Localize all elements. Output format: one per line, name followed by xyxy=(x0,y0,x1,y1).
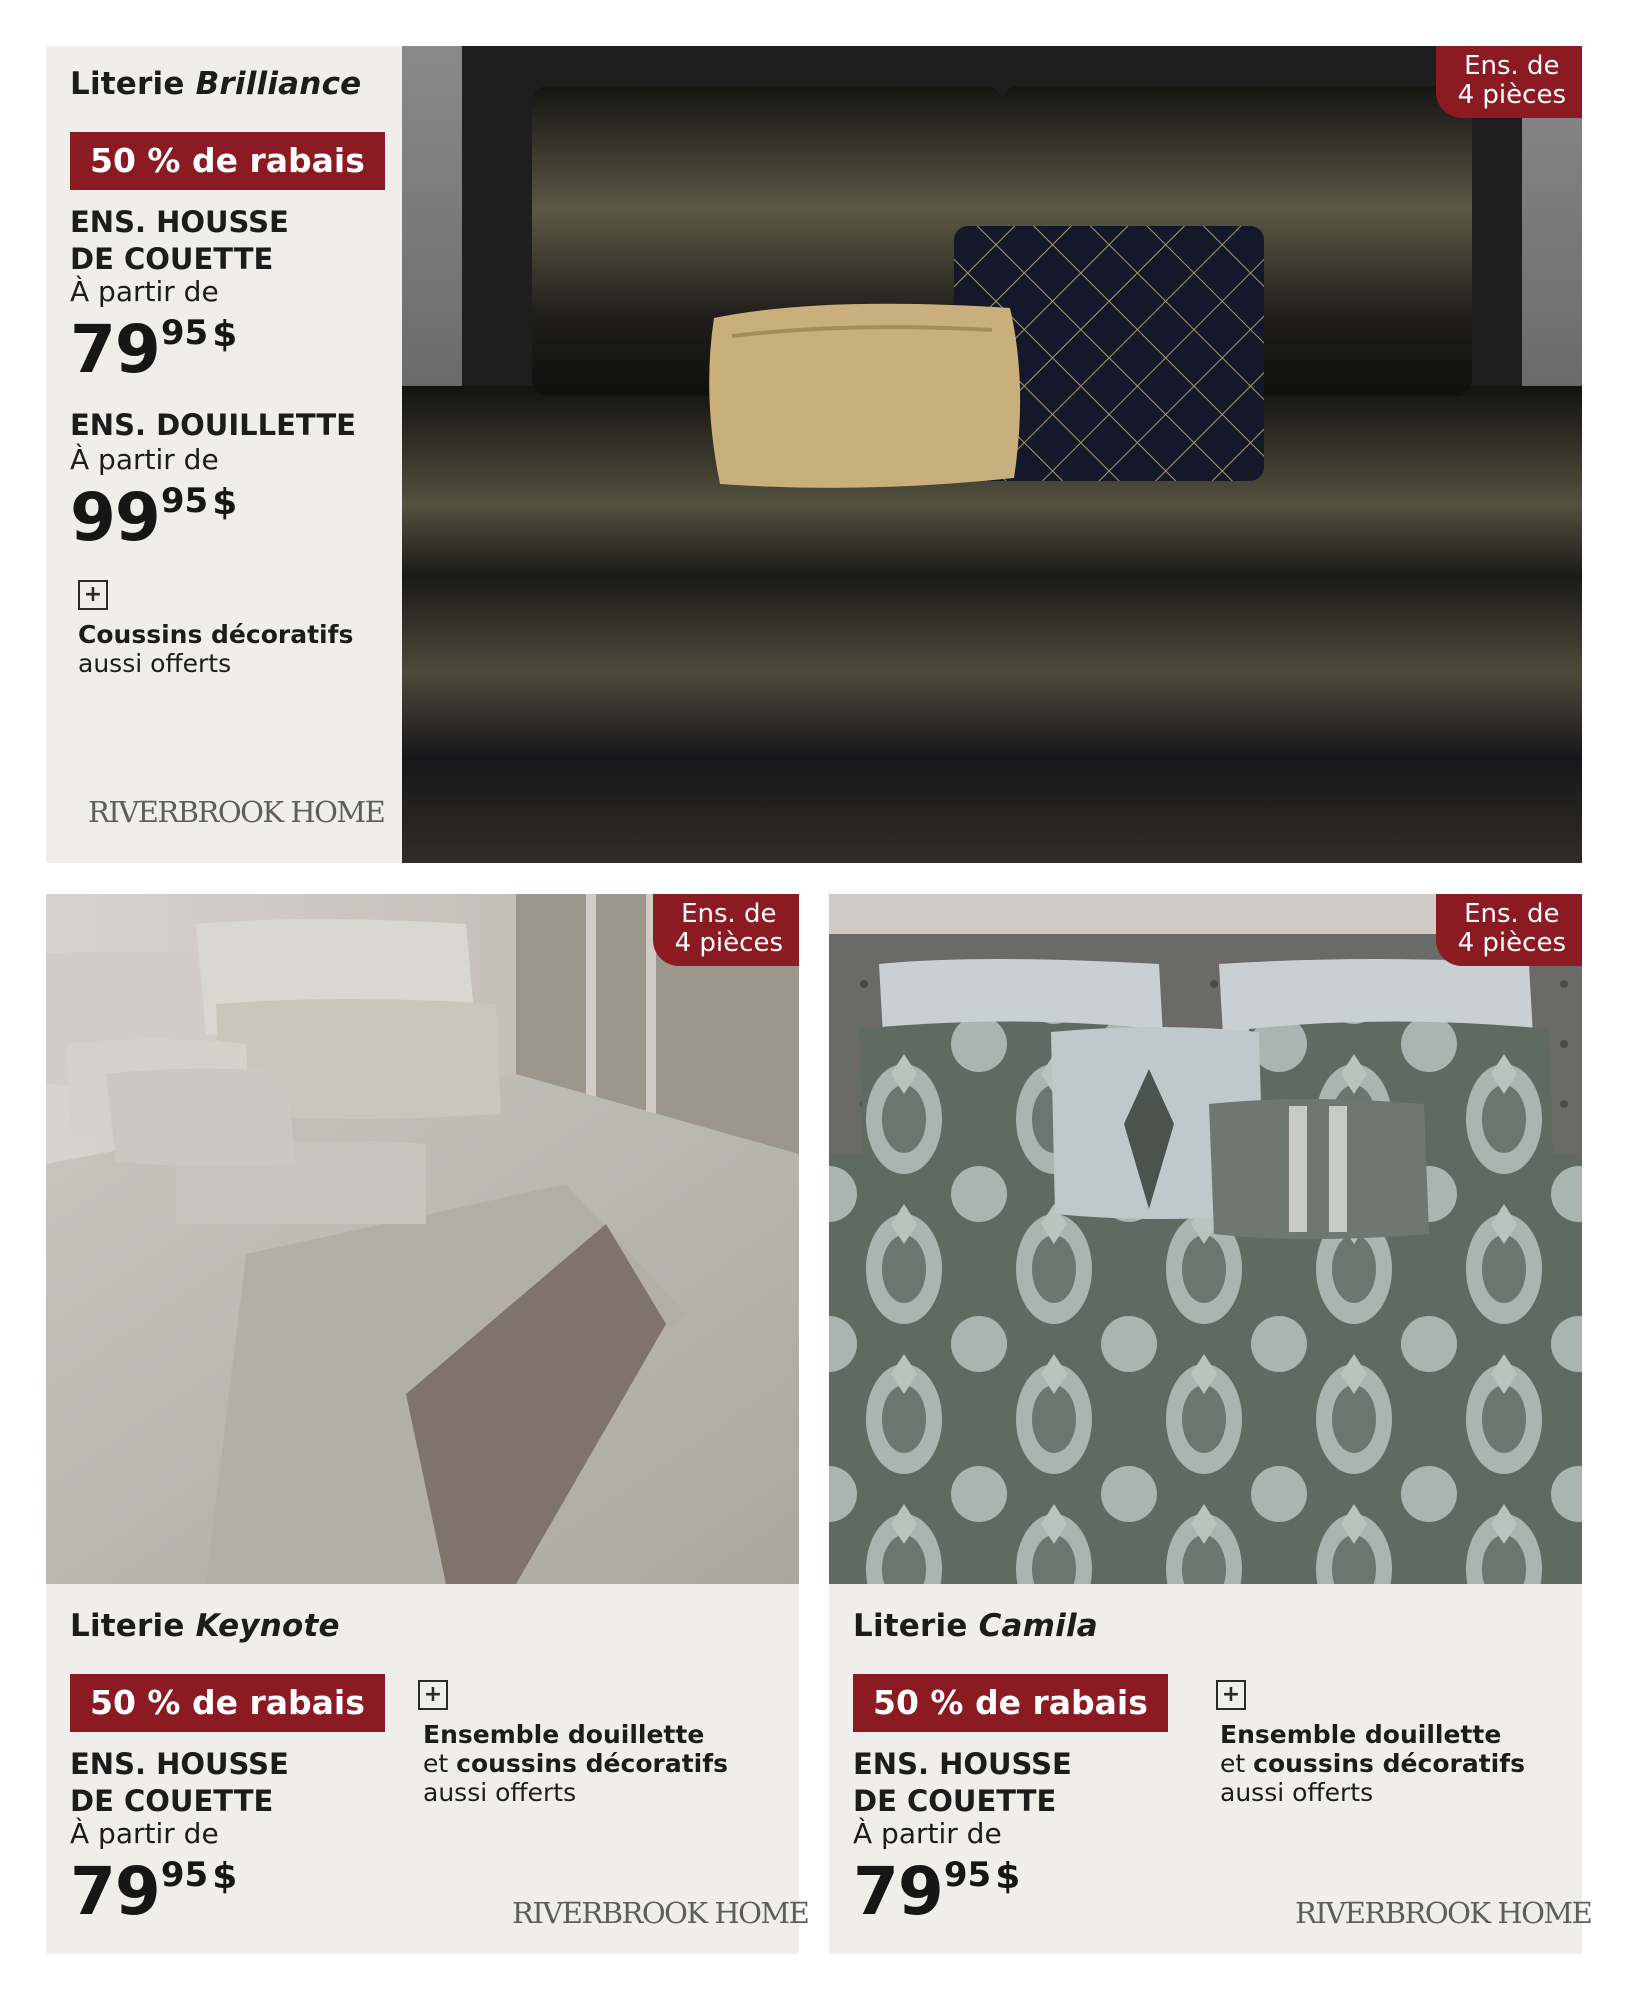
price: 7995 $ xyxy=(70,311,238,388)
product-title: Literie Brilliance xyxy=(70,66,362,102)
product-title: Literie Camila xyxy=(853,1608,1098,1644)
extra-offer-note: Coussins décoratifs aussi offerts xyxy=(78,620,354,678)
extra-offer-note: Ensemble douillette et coussins décoratifs aussi offerts xyxy=(1220,1720,1525,1807)
price: 9995 $ xyxy=(70,479,238,556)
product-name: ENS. HOUSSE DE COUETTE xyxy=(70,1747,289,1818)
price: 7995 $ xyxy=(70,1853,238,1930)
price-from-label: À partir de xyxy=(70,443,219,476)
discount-badge: 50 % de rabais xyxy=(70,132,385,190)
price: 7995 $ xyxy=(853,1853,1021,1930)
price-from-label: À partir de xyxy=(853,1817,1002,1850)
set-size-badge: Ens. de 4 pièces xyxy=(1436,894,1582,966)
discount-badge: 50 % de rabais xyxy=(70,1674,385,1732)
extra-offer-note: Ensemble douillette et coussins décoratifs aussi offerts xyxy=(423,1720,728,1807)
plus-icon: + xyxy=(78,580,108,610)
set-size-badge: Ens. de 4 pièces xyxy=(1436,46,1582,118)
brand-logo: RIVERBROOK HOME xyxy=(1295,1896,1592,1930)
set-size-badge: Ens. de 4 pièces xyxy=(653,894,799,966)
price-from-label: À partir de xyxy=(70,1817,219,1850)
camila-bedding-photo xyxy=(829,894,1582,1584)
product-name: ENS. DOUILLETTE xyxy=(70,408,356,442)
brilliance-bedding-photo xyxy=(402,46,1582,863)
brand-logo: RIVERBROOK HOME xyxy=(512,1896,809,1930)
brand-logo: RIVERBROOK HOME xyxy=(88,795,385,829)
plus-icon: + xyxy=(418,1680,448,1710)
keynote-bedding-photo xyxy=(46,894,799,1584)
price-from-label: À partir de xyxy=(70,275,219,308)
product-name: ENS. HOUSSE DE COUETTE xyxy=(70,205,289,276)
plus-icon: + xyxy=(1216,1680,1246,1710)
product-title: Literie Keynote xyxy=(70,1608,340,1644)
discount-badge: 50 % de rabais xyxy=(853,1674,1168,1732)
product-name: ENS. HOUSSE DE COUETTE xyxy=(853,1747,1072,1818)
